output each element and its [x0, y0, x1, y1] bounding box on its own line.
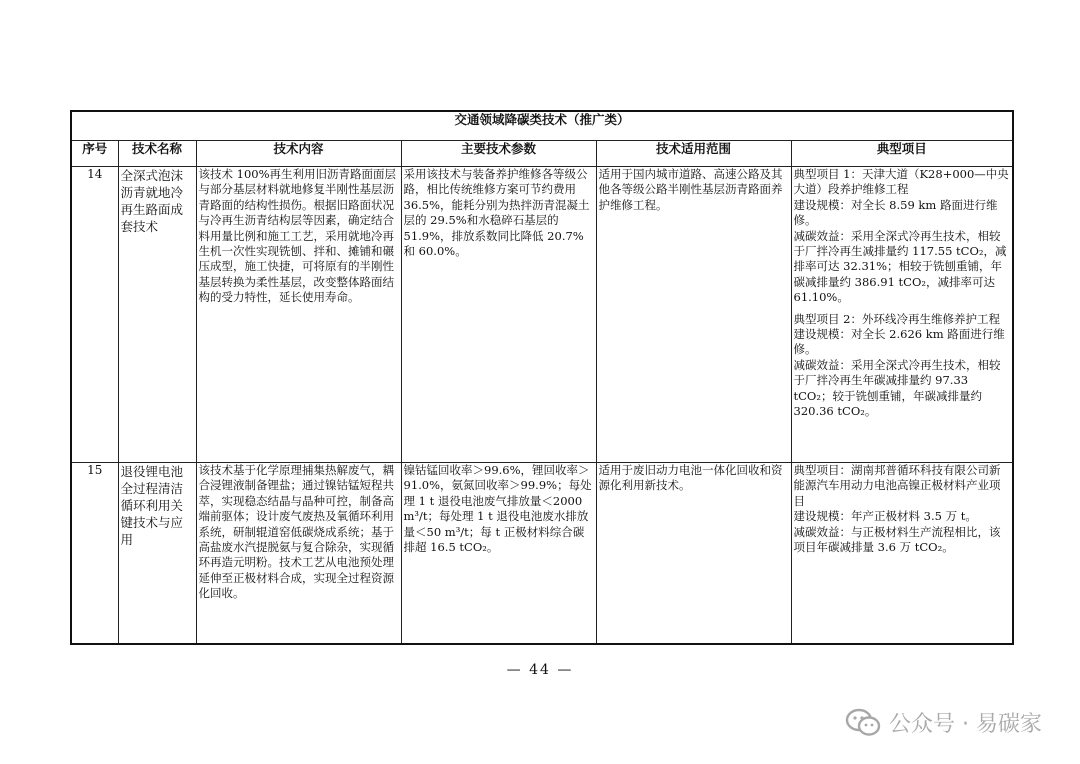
header-params: 主要技术参数: [401, 141, 596, 167]
tech-scope-text: 适用于国内城市道路、高速公路及其他各等级公路半刚性基层沥青路面养护维修工程。: [598, 167, 783, 212]
watermark: [845, 707, 1042, 738]
tech-params-text: 镍钴锰回收率＞99.6%，锂回收率＞91.0%，氨氮回收率＞99.9%；每处理 1 t 退役电池废气排放量＜2000 m³/t；每处理 1 t 退役电池废水排放量＜50 m³/t；每 t 正极材料综合碳排超 16.5 tCO₂。: [403, 463, 592, 555]
tech-content: [196, 167, 401, 463]
tech-scope: [596, 167, 791, 463]
table-row: [71, 167, 1013, 463]
tech-content: [196, 463, 401, 645]
technology-table: [70, 110, 1014, 645]
typical-projects: [791, 167, 1013, 463]
header-no: 序号: [71, 141, 118, 167]
tech-scope: [596, 463, 791, 645]
table-title-row: [71, 111, 1013, 141]
tech-name: 全深式泡沫沥青就地冷再生路面成套技术: [118, 167, 196, 463]
tech-scope-text: 适用于废旧动力电池一体化回收和资源化利用新技术。: [598, 463, 783, 493]
tech-params: [401, 167, 596, 463]
typical-project-2: 典型项目 2：外环线冷再生维修养护工程 建设规模：对全长 2.626 km 路面进行维修。 减碳效益：采用全深式冷再生技术，相较于厂拌冷再生年碳减排量约 97.33 tCO₂；较于铣刨重铺，年碳减排量约 320.36 tCO₂。: [793, 311, 1005, 419]
page-number: — 44 —: [506, 662, 574, 678]
typical-project-1: 典型项目 1：天津大道（K28+000—中央大道）段养护维修工程 建设规模：对全长 8.59 km 路面进行维修。 减碳效益：采用全深式冷再生技术，相较于厂拌冷再生减排量约 117.55 tCO₂，减排率可达 32.31%；相较于铣刨重铺，年碳减排量约 386.91 tCO₂，减排率可达 61.10%。: [793, 167, 1009, 305]
typical-project-1: 典型项目：湖南邦普循环科技有限公司新能源汽车用动力电池高镍正极材料产业项目 建设规模：年产正极材料 3.5 万 t。 减碳效益：与正极材料生产流程相比，该项目年碳减排量 3.6 万 tCO₂。: [793, 463, 1001, 555]
row-number: 14: [71, 167, 118, 463]
header-content: 技术内容: [196, 141, 401, 167]
tech-params-text: 采用该技术与装备养护维修各等级公路，相比传统维修方案可节约费用 36.5%，能耗分别为热拌沥青混凝土层的 29.5%和水稳碎石基层的 51.9%，排放系数同比降低 20.7%和 60.0%。: [403, 167, 590, 259]
typical-projects: [791, 463, 1013, 645]
tech-params: [401, 463, 596, 645]
tech-name: 退役锂电池全过程清洁循环利用关键技术与应用: [118, 463, 196, 645]
header-projects: 典型项目: [791, 141, 1013, 167]
header-scope: 技术适用范围: [596, 141, 791, 167]
wechat-logo-icon: [845, 708, 881, 738]
table-row: [71, 463, 1013, 645]
row-number: 15: [71, 463, 118, 645]
header-name: 技术名称: [118, 141, 196, 167]
tech-content-text: 该技术基于化学原理捕集热解废气，耦合浸锂液制备锂盐；通过镍钴锰短程共萃，实现稳态结晶与晶种可控，制备高端前驱体；设计废气废热及氧循环利用系统，研制辊道窑低碳烧成系统；基于高盐废水汽提脱氨与复合除杂，实现循环再造元明粉。技术工艺从电池预处理延伸至正极材料合成，实现全过程资源化回收。: [198, 463, 394, 601]
table-header-row: [71, 141, 1013, 167]
tech-content-text: 该技术 100%再生利用旧沥青路面面层与部分基层材料就地修复半刚性基层沥青路面的结构性损伤。根据旧路面状况与冷再生沥青结构层等因素，确定结合料用量比例和施工工艺，采用就地冷再生机一次性实现铣刨、拌和、摊铺和碾压成型，施工快捷，可将原有的半刚性基层转换为柔性基层，改变整体路面结构的受力特性，延长使用寿命。: [198, 167, 397, 305]
watermark-text: 公众号 · 易碳家: [889, 712, 1042, 737]
table-title: 交通领域降碳类技术（推广类）: [71, 111, 1013, 141]
